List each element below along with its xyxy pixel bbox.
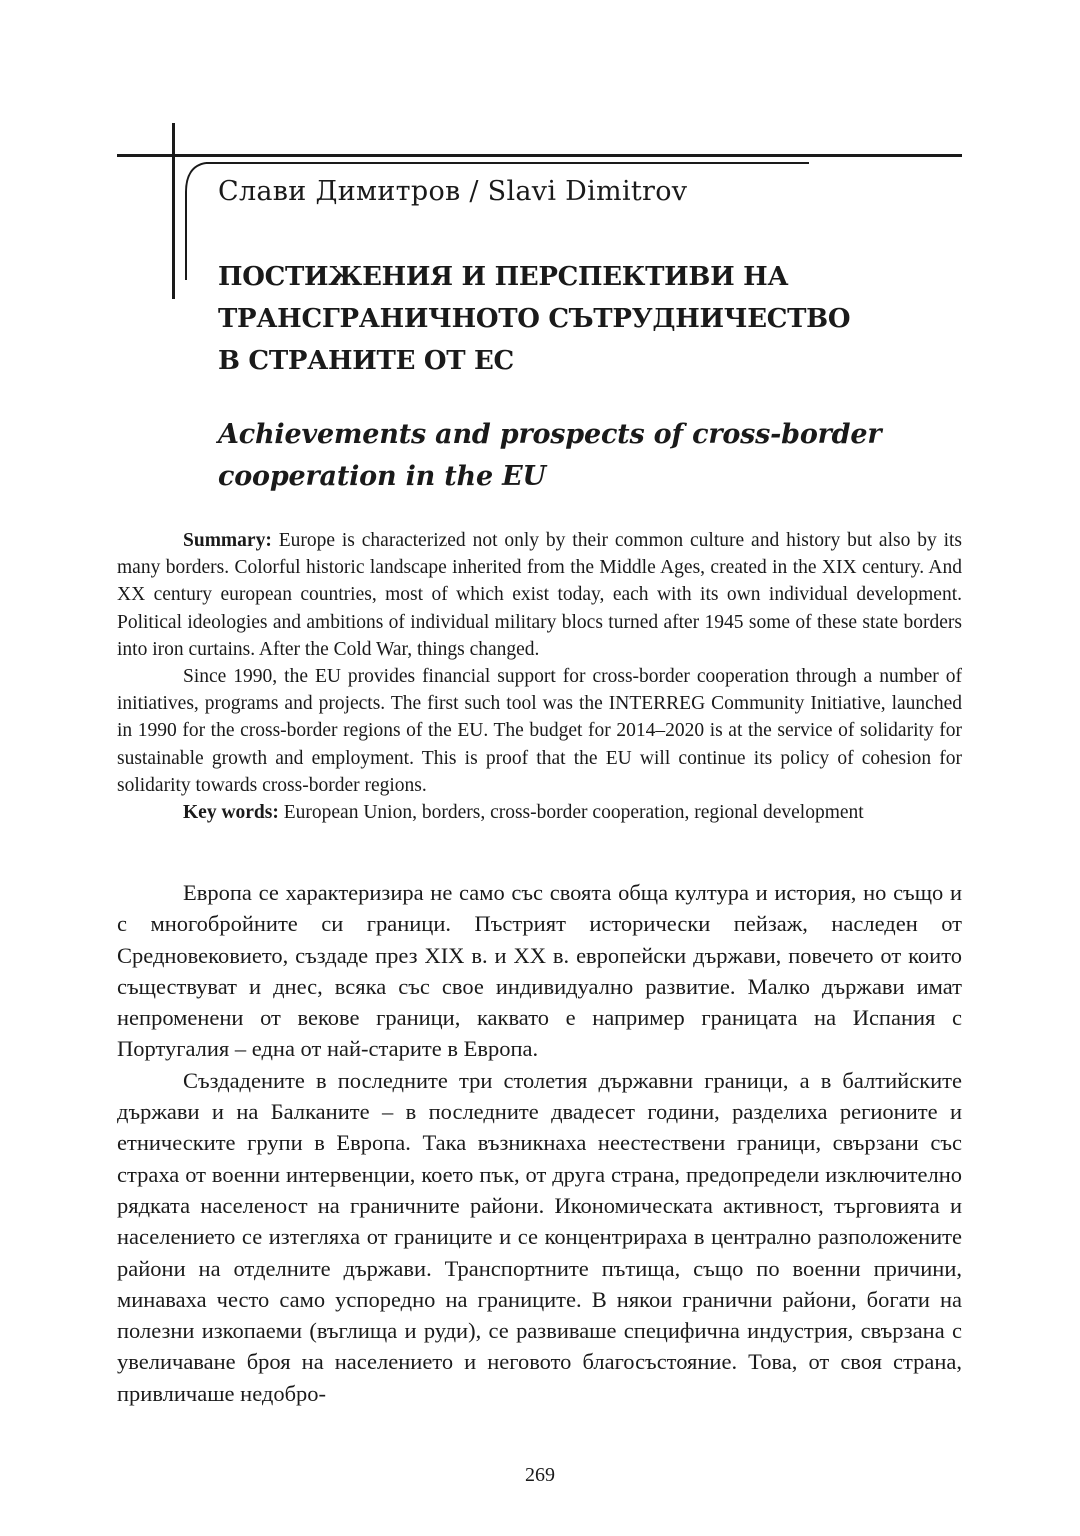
title-bulgarian — [218, 256, 918, 382]
author-name: Слави Димитров / Slavi Dimitrov — [218, 176, 688, 207]
title-english — [218, 414, 938, 498]
body-text — [117, 877, 962, 1409]
body-paragraph: Европа се характеризира не само със своята обща култура и история, но също и с многобройните си граници. Пъстрият исторически пейзаж, наследен от Средновековието, създаде през XIX в. и XX в. европейски държави, повечето от които съществуват и днес, всяка със свое индивидуално развитие. Малко държави имат непроменени от векове граници, каквато е например границата на Испания с Португалия – една от най-старите в Европа. — [117, 880, 962, 1062]
keywords-label: Key words: — [183, 802, 279, 824]
title-en-line: Achievements and prospects of cross-border — [218, 419, 882, 450]
keywords-text: European Union, borders, cross-border cooperation, regional development — [278, 802, 864, 824]
body-paragraph: Създадените в последните три столетия държавни граници, а в балтийските държави и на Балканите – в последните двадесет години, разделиха регионите и етническите групи в Европа. Така възникнаха неестествени граници, свързани със страха от военни интервенции, което пък, от друга страна, предопредели изключително рядката населеност на граничните райони. Икономическата активност, търговията и населението се изтегляха от границите и се концентрираха в централно разположените райони на отделните държави. Транспортните пътища, също по военни причини, минаваха често само успоредно на границите. В някои гранични райони, богати на полезни изкопаеми (въглища и руди), се развиваше специфична индустрия, свързана с увеличаване броя на населението и неговото благосъстояние. Това, от своя страна, привличаше недобро- — [117, 1067, 962, 1406]
summary-paragraph — [117, 527, 962, 663]
summary-paragraph: Since 1990, the EU provides financial support for cross-border cooperation through a number of initiatives, programs and projects. The first such tool was the INTERREG Community Initiative, launched in 1990 for the cross-border regions of the EU. The budget for 2014–2020 is at the service of solidarity for sustainable growth and employment. This is proof that the EU will continue its policy of cohesion for solidarity towards cross-border regions. — [117, 666, 962, 796]
header-rule-top — [117, 154, 962, 157]
summary-block — [117, 527, 962, 826]
title-en-line: cooperation in the EU — [218, 461, 546, 492]
header-rule-vertical — [172, 123, 175, 299]
keywords-paragraph — [117, 799, 962, 826]
summary-text: Europe is characterized not only by their common culture and history but also by its many borders. Colorful historic landscape inherited from the Middle Ages, created in the XIX century. And XX century european countries, most of which exist today, each with its own individual development. Political ideologies and ambitions of individual military blocs turned after 1945 some of these state borders into iron curtains. After the Cold War, things changed. — [117, 530, 962, 660]
title-bg-line: ПОСТИЖЕНИЯ И ПЕРСПЕКТИВИ НА — [218, 262, 789, 292]
summary-label: Summary: — [183, 530, 272, 551]
page-number: 269 — [525, 1464, 555, 1486]
title-bg-line: ТРАНСГРАНИЧНОТО СЪТРУДНИЧЕСТВО — [218, 304, 851, 334]
title-bg-line: В СТРАНИТЕ ОТ ЕС — [218, 346, 514, 376]
